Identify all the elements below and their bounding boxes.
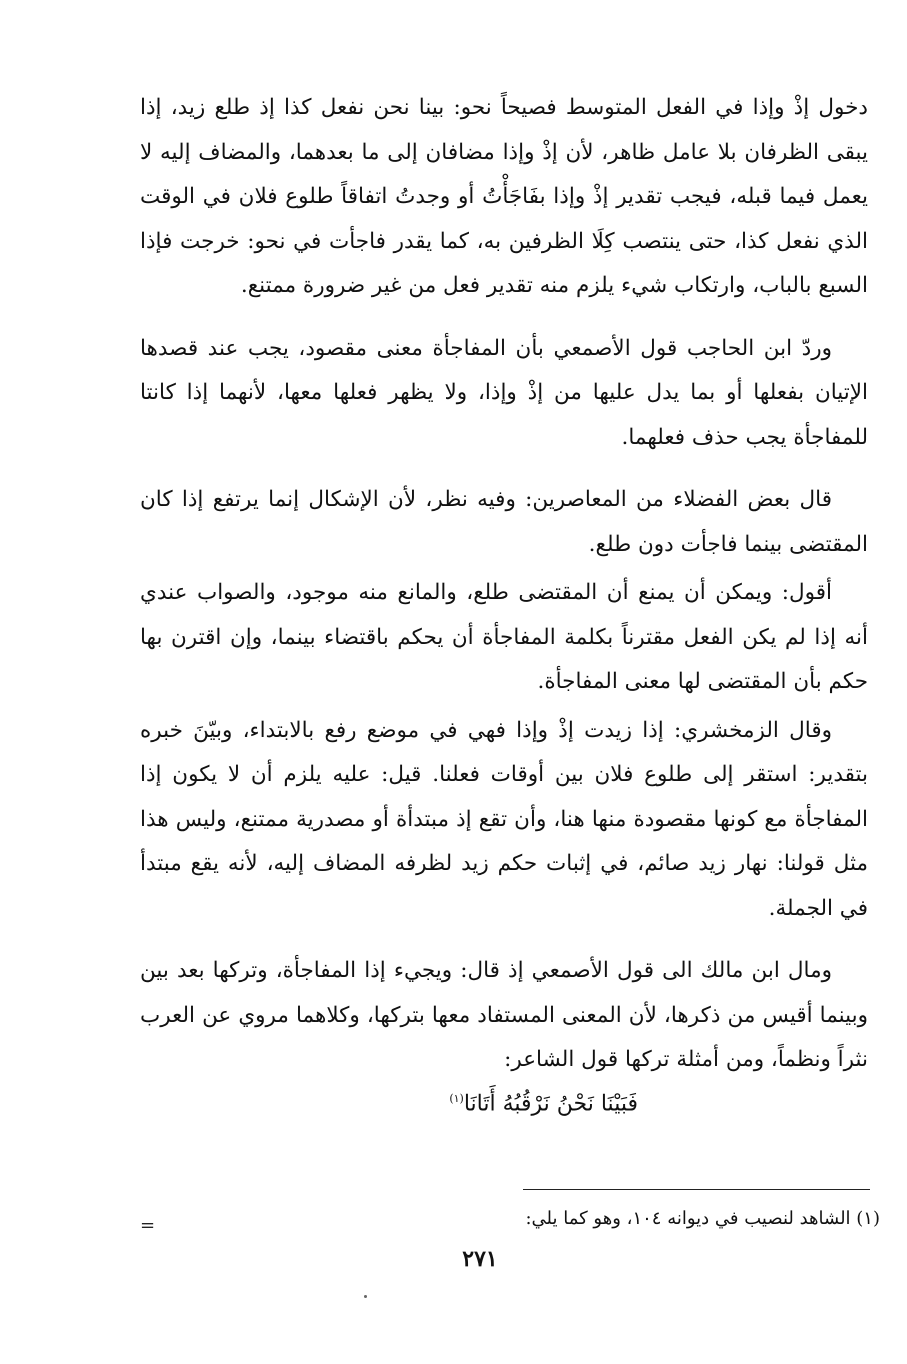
main-text-block bbox=[140, 86, 868, 1124]
footnote-divider bbox=[523, 1189, 870, 1190]
footnote-reference: (١) bbox=[449, 1091, 464, 1105]
paragraph-3: قال بعض الفضلاء من المعاصرين: وفيه نظر، لأن الإشكال إنما يرتفع إذا كان المقتضى بينما فاجأت دون طلع. bbox=[140, 487, 868, 557]
paragraph-6: ومال ابن مالك الى قول الأصمعي إذ قال: ويجيء إذا المفاجأة، وتركها بعد بين وبينما أقيس من ذكرها، لأن المعنى المستفاد معها بتركها، وكلاهما مروي عن العرب نثراً ونظماً، ومن أمثلة تركها قول الشاعر: bbox=[140, 958, 868, 1072]
footnote: (١) الشاهد لنصيب في ديوانه ١٠٤، وهو كما يلي: bbox=[525, 1208, 880, 1229]
scan-speck bbox=[364, 1295, 367, 1298]
page-number: ٢٧١ bbox=[462, 1246, 498, 1272]
continuation-mark: = bbox=[140, 1215, 156, 1236]
paragraph-4: أقول: ويمكن أن يمنع أن المقتضى طلع، والمانع منه موجود، والصواب عندي أنه إذا لم يكن الفعل مقترناً بكلمة المفاجأة أن يحكم باقتضاء بينما، وإن اقترن بها حكم بأن المقتضى لها معنى المفاجأة. bbox=[140, 580, 868, 694]
poetry-verse bbox=[140, 1079, 868, 1124]
verse-text: فَبَيْنَا نَحْنُ نَرْقُبُهُ أَتَانَا bbox=[463, 1090, 638, 1116]
paragraph-5: وقال الزمخشري: إذا زيدت إذْ وإذا فهي في موضع رفع بالابتداء، وبيّنَ خبره بتقدير: استقر إلى طلوع فلان بين أوقات فعلنا. قيل: عليه يلزم أن لا يكون إذا المفاجأة مع كونها مقصودة منها هنا، وأن تقع إذ مبتدأة أو مصدرية ممتنع، وليس هذا مثل قولنا: نهار زيد صائم، في إثبات حكم زيد لظرفه المضاف إليه، لأنه يقع مبتدأ في الجملة. bbox=[140, 717, 868, 921]
paragraph-1: دخول إذْ وإذا في الفعل المتوسط فصيحاً نحو: بينا نحن نفعل كذا إذ طلع زيد، إذا يبقى الظرفان بلا عامل ظاهر، لأن إذْ وإذا مضافان إلى ما بعدهما، والمضاف إليه لا يعمل فيما قبله، فيجب تقدير إذْ وإذا بفَاجَأْتُ أو وجدتُ اتفاقاً طلوع فلان في الوقت الذي نفعل كذا، حتى ينتصب كِلَا الظرفين به، كما يقدر فاجأت في نحو: خرجت فإذا السبع بالباب، وارتكاب شيء يلزم منه تقدير فعل من غير ضرورة ممتنع. bbox=[140, 95, 868, 298]
paragraph-2: وردّ ابن الحاجب قول الأصمعي بأن المفاجأة معنى مقصود، يجب عند قصدها الإتيان بفعلها أو بما يدل عليها من إذْ وإذا، ولا يظهر فعلها معها، لأنهما إذا كانتا للمفاجأة يجب حذف فعلهما. bbox=[140, 335, 868, 450]
